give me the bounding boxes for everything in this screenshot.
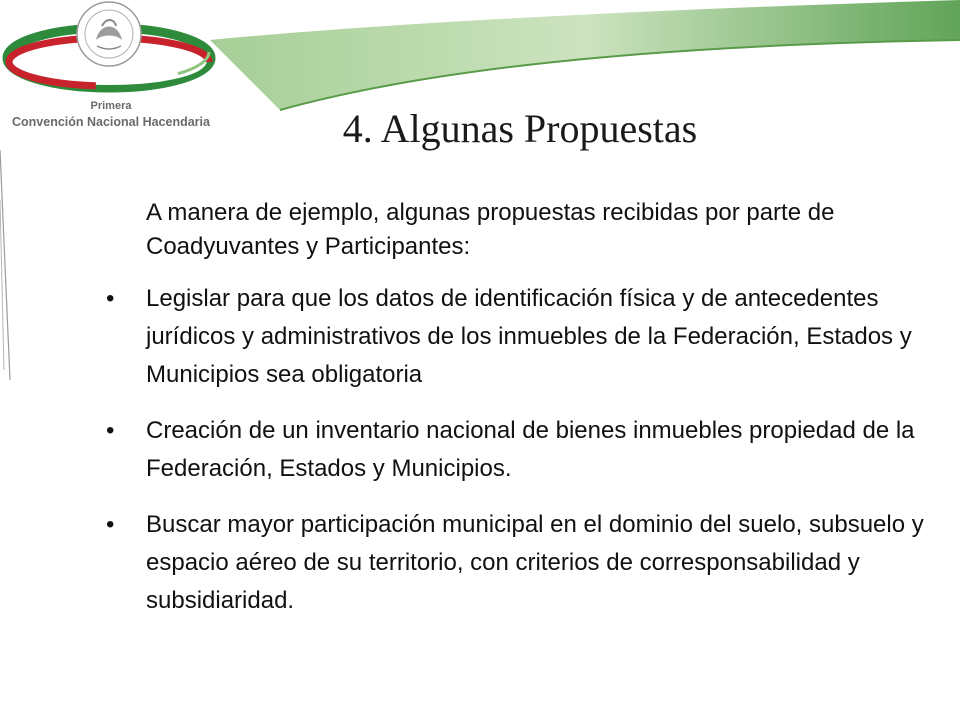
- logo-line-convencion: Convención Nacional Hacendaria: [12, 115, 210, 129]
- list-item-text: Legislar para que los datos de identificación física y de antecedentes jurídicos y administrativos de los inmuebles de la Federación, Estados y Municipios sea obligatoria: [146, 285, 912, 388]
- bullet-dot-icon: •: [106, 285, 115, 312]
- list-item-text: Buscar mayor participación municipal en el dominio del suelo, subsuelo y espacio aéreo de su territorio, con criterios de corresponsabilidad y subsidiaridad.: [146, 511, 924, 614]
- logo-caption: [4, 98, 218, 130]
- list-item-text: Creación de un inventario nacional de bienes inmuebles propiedad de la Federación, Estados y Municipios.: [146, 417, 915, 482]
- logo-emblem: [0, 0, 230, 100]
- list-item: [106, 280, 926, 394]
- list-item: [106, 412, 926, 488]
- list-item: [106, 506, 926, 620]
- bullet-dot-icon: •: [106, 417, 115, 444]
- logo-line-primera: Primera: [90, 100, 132, 112]
- slide-title: 4. Algunas Propuestas: [342, 106, 698, 151]
- intro-paragraph: A manera de ejemplo, algunas propuestas recibidas por parte de Coadyuvantes y Participantes:: [146, 199, 835, 260]
- convention-logo: [0, 0, 230, 140]
- proposal-list: [106, 280, 926, 638]
- bullet-dot-icon: •: [106, 511, 115, 538]
